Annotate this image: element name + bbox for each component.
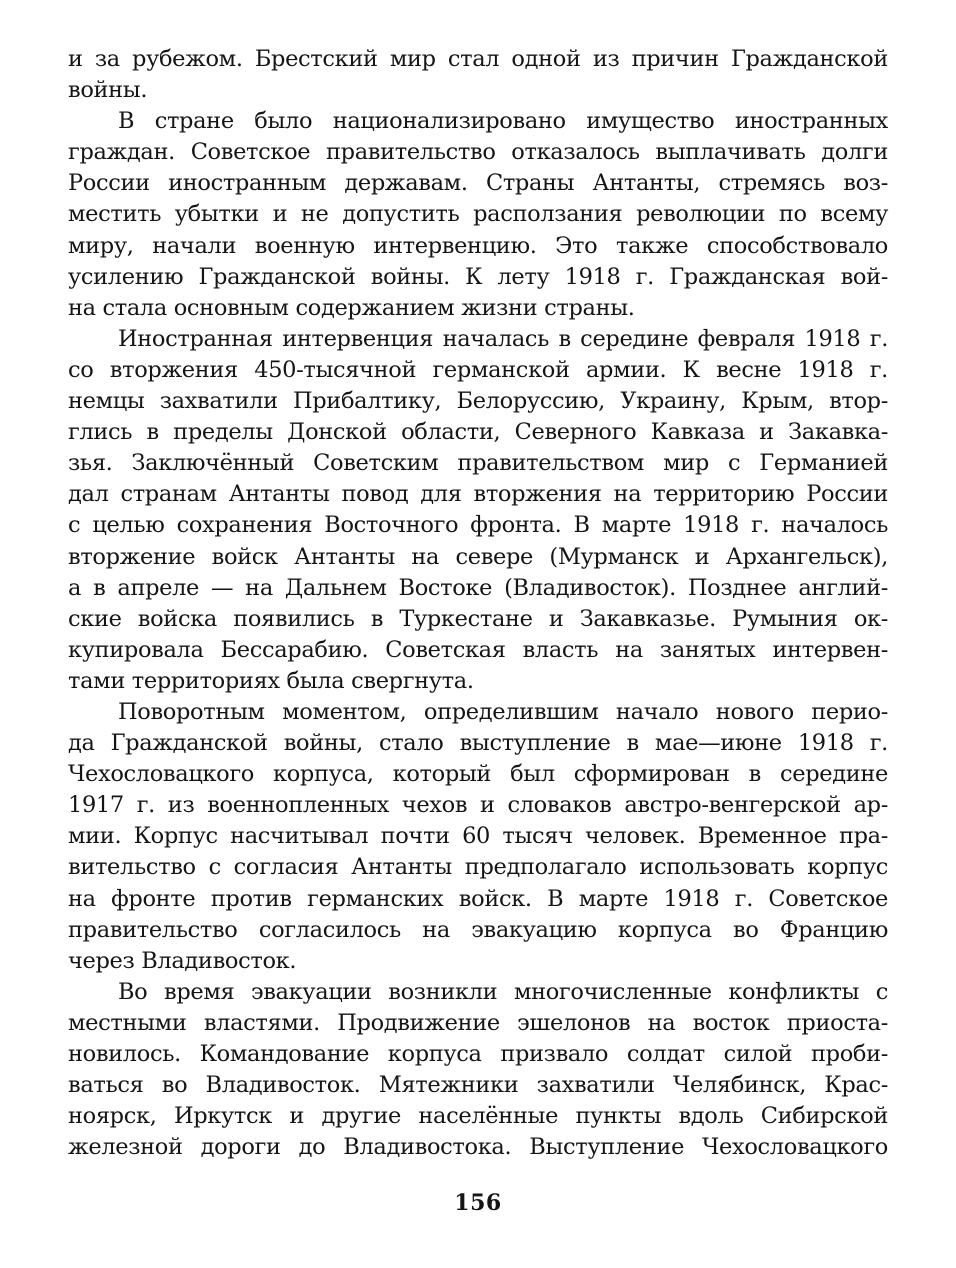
paragraph — [68, 697, 888, 977]
text-line: ноярск, Иркутск и другие населённые пункты вдоль Сибирской — [68, 1103, 888, 1130]
text-line: войны. — [68, 77, 148, 104]
text-line: мии. Корпус насчитывал почти 60 тысяч человек. Временное пра- — [68, 823, 888, 850]
text-line: дал странам Антанты повод для вторжения на территорию России — [68, 481, 888, 508]
paragraph — [68, 324, 888, 697]
text-line: Во время эвакуации возникли многочисленные конфликты с — [118, 978, 888, 1005]
text-line: Поворотным моментом, определившим начало нового перио- — [118, 698, 888, 725]
text-line: России иностранным державам. Страны Антанты, стремясь воз- — [68, 170, 888, 197]
text-line: ваться во Владивосток. Мятежники захватили Челябинск, Крас- — [68, 1072, 888, 1099]
paragraph — [68, 44, 888, 106]
text-line: вительство с согласия Антанты предполагало использовать корпус — [68, 854, 888, 881]
paragraph — [68, 106, 888, 324]
text-line: 1917 г. из военнопленных чехов и словаков австро-венгерской ар- — [68, 792, 888, 819]
text-line: немцы захватили Прибалтику, Белоруссию, Украину, Крым, втор- — [68, 388, 888, 415]
text-line: местными властями. Продвижение эшелонов на восток приоста- — [68, 1009, 888, 1036]
paragraph — [68, 977, 888, 1164]
text-line: граждан. Советское правительство отказалось выплачивать долги — [68, 139, 888, 166]
text-line: усилению Гражданской войны. К лету 1918 г. Гражданская вой- — [68, 263, 888, 290]
text-line: Чехословацкого корпуса, который был сформирован в середине — [68, 761, 888, 788]
text-line: зья. Заключённый Советским правительством мир с Германией — [68, 450, 888, 477]
text-line: вторжение войск Антанты на севере (Мурманск и Архангельск), — [68, 543, 888, 570]
text-line: В стране было национализировано имущество иностранных — [118, 108, 888, 135]
text-line: со вторжения 450-тысячной германской армии. К весне 1918 г. — [68, 356, 888, 383]
text-line: местить убытки и не допустить расползания революции по всему — [68, 201, 888, 228]
text-line: с целью сохранения Восточного фронта. В марте 1918 г. началось — [68, 512, 888, 539]
page-number: 156 — [454, 1190, 502, 1216]
page-text — [68, 44, 888, 1163]
text-line: и за рубежом. Брестский мир стал одной из причин Гражданской — [68, 46, 888, 72]
text-line: новилось. Командование корпуса призвало солдат силой проби- — [68, 1041, 888, 1067]
text-line: на фронте против германских войск. В марте 1918 г. Советское — [68, 885, 888, 912]
text-line: железной дороги до Владивостока. Выступление Чехословацкого — [68, 1134, 888, 1161]
text-line: ские войска появились в Туркестане и Закавказье. Румыния ок- — [68, 605, 888, 632]
text-line: тами территориях была свергнута. — [68, 667, 474, 694]
text-line: купировала Бессарабию. Советская власть на занятых интервен- — [68, 636, 888, 663]
text-line: на стала основным содержанием жизни страны. — [68, 294, 635, 321]
text-line: глись в пределы Донской области, Северного Кавказа и Закавка- — [68, 419, 888, 446]
text-line: а в апреле — на Дальнем Востоке (Владивосток). Позднее англий- — [68, 574, 888, 601]
text-line: миру, начали военную интервенцию. Это также способствовало — [68, 232, 888, 259]
text-line: да Гражданской войны, стало выступление в мае—июне 1918 г. — [68, 730, 888, 757]
text-line: Иностранная интервенция началась в середине февраля 1918 г. — [118, 325, 888, 352]
text-line: правительство согласилось на эвакуацию корпуса во Францию — [68, 916, 888, 943]
text-line: через Владивосток. — [68, 947, 297, 974]
